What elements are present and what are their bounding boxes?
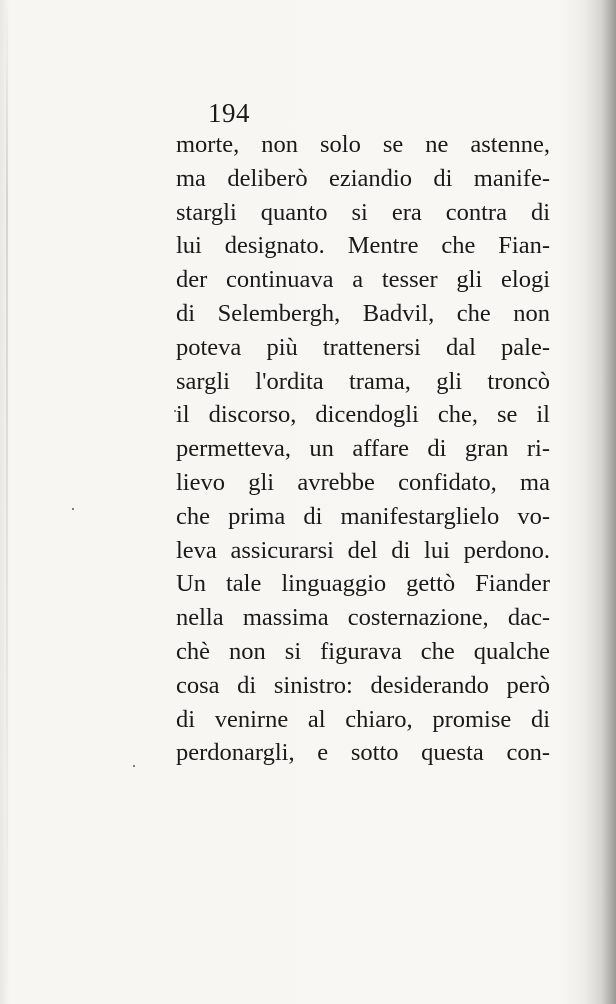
- text-line: di venirne al chiaro, promise di: [176, 705, 550, 733]
- text-line: chè non si figurava che qualche: [176, 637, 550, 665]
- page-right-edge-shadow: [602, 0, 616, 1004]
- text-line: sargli l'ordita trama, gli troncò: [176, 367, 550, 395]
- text-line: stargli quanto si era contra di: [176, 198, 550, 226]
- paper-speck: [133, 765, 135, 767]
- page-left-edge: [6, 0, 8, 1004]
- text-line: che prima di manifestarglielo vo-: [176, 502, 550, 530]
- text-line: perdonargli, e sotto questa con-: [176, 739, 550, 767]
- text-line: lui designato. Mentre che Fian-: [176, 232, 550, 260]
- text-line: poteva più trattenersi dal pale-: [176, 333, 550, 361]
- page-number: 194: [208, 98, 250, 128]
- body-text: [176, 128, 550, 770]
- text-line: cosa di sinistro: desiderando però: [176, 671, 550, 699]
- text-line: il discorso, dicendogli che, se il: [176, 401, 550, 429]
- paper-speck: [72, 508, 74, 510]
- paper-speck: [174, 410, 176, 412]
- text-line: di Selembergh, Badvil, che non: [176, 299, 550, 327]
- text-line: lievo gli avrebbe confidato, ma: [176, 468, 550, 496]
- text-line: leva assicurarsi del di lui perdono.: [176, 536, 550, 564]
- text-line: ma deliberò eziandio di manife-: [176, 164, 550, 192]
- text-line: morte, non solo se ne astenne,: [176, 131, 550, 158]
- text-line: nella massima costernazione, dac-: [176, 604, 550, 632]
- text-line: permetteva, un affare di gran ri-: [176, 435, 550, 463]
- text-line: Un tale linguaggio gettò Fiander: [176, 570, 550, 598]
- text-line: der continuava a tesser gli elogi: [176, 266, 550, 294]
